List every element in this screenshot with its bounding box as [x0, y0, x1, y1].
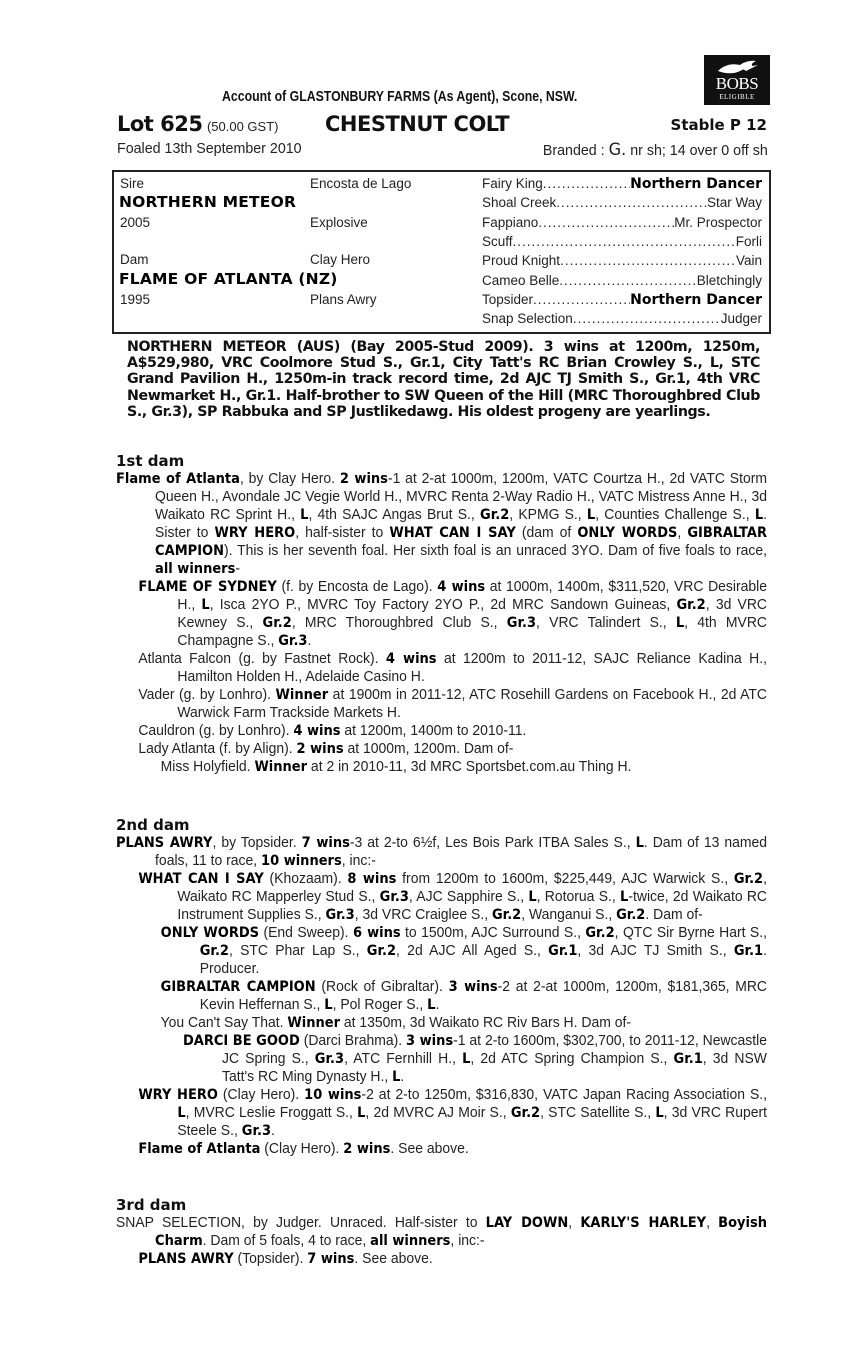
text-run: at 1000m, 1400m, $311,520, VRC Desirable H., [177, 578, 767, 613]
text-run: Vader (g. by Lonhro). [138, 686, 276, 703]
text-run: (Khozaam). [263, 870, 348, 887]
text-run: , 4th MVRC Champagne S., [177, 614, 767, 649]
text-run: . Dam of- [645, 906, 703, 923]
text-run: -1 at 2-at 1000m, 1200m, VATC Courtza H., 2d VATC Storm Queen H., Avondale JC Vegie World H., MVRC Renta 2-Way Radio H., VATC Mistress Anne H., 3d Waikato RC Sprint H., [155, 470, 767, 523]
sire-year: 2005 [120, 215, 151, 230]
text-run: , MRC Thoroughbred Club S., [291, 614, 507, 631]
text-run: Atlanta Falcon (g. by Fastnet Rock). [138, 650, 386, 667]
text-run: , 3d NSW Tatt's RC Ming Dynasty H., [222, 1050, 767, 1085]
ancestor-row [482, 273, 762, 288]
second-dam-section [116, 816, 768, 1158]
ancestor-row [482, 195, 762, 210]
second-dam-body [116, 834, 767, 1158]
bold-run: FLAME OF SYDNEY [138, 579, 277, 595]
text-run: , AJC Sapphire S., [408, 888, 529, 905]
text-run: at 1200m to 2011-12, SAJC Reliance Kadina H., Hamilton Holden H., Adelaide Casino H. [177, 650, 767, 685]
vendor-account: Account of GLASTONBURY FARMS (As Agent), Scone, NSW. [222, 88, 578, 105]
leader-dots [538, 215, 674, 230]
bold-run: 7 wins [307, 1251, 355, 1267]
lot-gst: (50.00 GST) [206, 119, 279, 134]
ancestor-row [482, 215, 762, 230]
text-run: to 1500m, AJC Surround S., [400, 924, 586, 941]
text-run: -twice, 2d Waikato RC Instrument Supplies S., [177, 888, 767, 923]
family-entry [116, 1140, 767, 1158]
text-run: (Topsider). [233, 1250, 308, 1267]
bold-run: 3 wins [406, 1033, 454, 1049]
text-run: (dam of [515, 524, 578, 541]
bold-run: Gr.2 [616, 907, 646, 923]
text-run: SNAP SELECTION, by Judger. Unraced. Half-sister to [116, 1214, 486, 1231]
family-entry [116, 470, 767, 578]
text-run: , half-sister to [295, 524, 390, 541]
leader-dots [560, 253, 736, 268]
bold-run: GIBRALTAR CAMPION [160, 979, 316, 995]
bold-run: 7 wins [301, 835, 350, 851]
bold-run: 3 wins [448, 979, 498, 995]
text-run: . Sister to [155, 506, 767, 541]
bold-run: Gr.2 [262, 615, 292, 631]
text-run: , 3d VRC Craiglee S., [354, 906, 492, 923]
bold-run: 2 wins [296, 741, 344, 757]
ancestor-grandsire: Northern Dancer [630, 176, 762, 192]
ancestor-sire: Fairy King [482, 176, 543, 191]
text-run: - [235, 560, 240, 577]
bold-run: Gr.2 [366, 943, 397, 959]
bold-run: Winner [275, 687, 329, 703]
leader-dots [543, 176, 630, 192]
bold-run: ONLY WORDS [577, 525, 678, 541]
family-entry [116, 870, 767, 924]
leader-dots [556, 195, 707, 210]
bold-run: Gr.3 [278, 633, 308, 649]
leader-dots [533, 292, 630, 308]
ancestor-grandsire: Vain [735, 253, 762, 269]
text-run: (End Sweep). [259, 924, 353, 941]
text-run: , 4th SAJC Angas Brut S., [308, 506, 481, 523]
text-run: , [568, 1214, 581, 1231]
family-entry [116, 1086, 767, 1140]
text-run: , Isca 2YO P., MVRC Toy Factory 2YO P., 2d MRC Sandown Guineas, [209, 596, 677, 613]
bold-run: 4 wins [437, 579, 486, 595]
text-run: -1 at 2-to 1600m, $302,700, to 2011-12, Newcastle JC Spring S., [222, 1032, 768, 1067]
text-run: . See above. [390, 1140, 469, 1157]
text-run: , MVRC Leslie Froggatt S., [185, 1104, 358, 1121]
text-run: , 2d AJC All Aged S., [396, 942, 549, 959]
family-entry [116, 924, 767, 978]
bold-run: L [177, 1105, 186, 1121]
ancestor-sire: Fappiano [482, 214, 539, 230]
family-entry [116, 1250, 767, 1268]
leader-dots [559, 273, 696, 288]
bold-run: 8 wins [347, 871, 397, 887]
ancestor-row [482, 176, 762, 192]
bold-run: L [586, 507, 596, 523]
bold-run: Flame of Atlanta [138, 1141, 261, 1157]
logo-bobs-text: BOBS [715, 74, 759, 93]
text-run: at 1900m in 2011-12, ATC Rosehill Gardens on Facebook H., 2d ATC Warwick Farm Trackside Markets H. [177, 686, 767, 721]
text-run: (f. by Encosta de Lago). [276, 578, 438, 595]
ancestor-sire: Topsider [482, 291, 534, 307]
third-dam-heading: 3rd dam [116, 1196, 187, 1214]
bold-run: Flame of Atlanta [116, 471, 240, 487]
text-run: , VRC Talindert S., [536, 614, 676, 631]
sire-notes: NORTHERN METEOR (AUS) (Bay 2005-Stud 2009). 3 wins at 1200m, 1250m, A$529,980, VRC Coolmore Stud S., Gr.1, City Tatt's RC Brian Crowley S., L, STC Grand Pavilion H., 1250m-in track record time, 2d AJC TJ Smith S., Gr.1, 4th VRC Newmarket H., Gr.1. Half-brother to SW Queen of the Hill (MRC Thoroughbred Club S., Gr.3), SP Rabbuka and SP Justlikedawg. His oldest progeny are yearlings. [127, 339, 760, 420]
family-entry [116, 740, 767, 758]
family-entry [116, 1014, 767, 1032]
text-run: , [677, 524, 688, 541]
text-run: (Clay Hero). [260, 1140, 344, 1157]
bold-run: L [300, 507, 309, 523]
bold-run: 2 wins [343, 1141, 391, 1157]
ancestor-grandsire: Mr. Prospector [674, 214, 762, 230]
bold-run: Gr.3 [379, 889, 409, 905]
family-entry [116, 578, 767, 650]
sire-name: NORTHERN METEOR [119, 193, 297, 211]
family-entry [116, 978, 767, 1014]
stable-location: Stable P 12 [670, 116, 767, 134]
bold-run: GIBRALTAR CAMPION [155, 525, 768, 559]
ancestor-sire: Proud Knight [482, 253, 561, 269]
bold-run: L [620, 889, 629, 905]
bold-run: Gr.2 [199, 943, 229, 959]
text-run: . [271, 1122, 275, 1139]
bold-run: Gr.1 [548, 943, 578, 959]
text-run: Miss Holyfield. [160, 758, 255, 775]
bold-run: Gr.3 [314, 1051, 345, 1067]
brand-info [543, 140, 768, 160]
bold-run: WHAT CAN I SAY [138, 871, 264, 887]
bold-run: LAY DOWN [485, 1215, 569, 1231]
text-run: , Wanganui S., [521, 906, 617, 923]
text-run: . [400, 1068, 405, 1085]
text-run: , KPMG S., [509, 506, 587, 523]
brand-details: nr sh; 14 over 0 off sh [626, 142, 768, 159]
leader-dots [513, 234, 736, 249]
text-run: , 3d VRC Kewney S., [177, 596, 768, 631]
family-entry [116, 1214, 767, 1250]
ancestor-sire: Scuff [482, 233, 513, 249]
bold-run: L [675, 615, 685, 631]
text-run: . [435, 996, 440, 1013]
dam-name: FLAME OF ATLANTA (NZ) [119, 270, 338, 288]
bold-run: Gr.3 [506, 615, 537, 631]
bold-run: all winners [155, 561, 236, 577]
text-run: , by Clay Hero. [239, 470, 340, 487]
family-entry [116, 1032, 767, 1086]
ancestor-sire: Snap Selection [482, 311, 573, 327]
text-run: , [706, 1214, 719, 1231]
text-run: at 1350m, 3d Waikato RC Riv Bars H. Dam of- [340, 1014, 632, 1031]
bold-run: 6 wins [352, 925, 401, 941]
family-entry [116, 686, 767, 722]
bold-run: 4 wins [385, 651, 437, 667]
text-run: . Dam of 13 named foals, 11 to race, [155, 834, 767, 869]
ancestor-row [482, 253, 762, 268]
lot-number: Lot 625 [117, 112, 203, 136]
bold-run: Gr.2 [510, 1105, 541, 1121]
text-run: , 3d VRC Rupert Steele S., [177, 1104, 767, 1139]
bold-run: 2 wins [339, 471, 388, 487]
logo-eligible-text: ELIGIBLE [719, 93, 755, 101]
family-entry [116, 650, 767, 686]
third-dam-section [116, 1196, 768, 1268]
bold-run: Gr.2 [733, 871, 764, 887]
text-run: , STC Phar Lap S., [228, 942, 367, 959]
bold-run: Gr.1 [673, 1051, 703, 1067]
bold-run: 10 wins [304, 1087, 362, 1103]
ancestor-grandsire: Star Way [706, 195, 762, 211]
bold-run: 4 wins [293, 723, 341, 739]
text-run: . [307, 632, 312, 649]
bold-run: L [635, 835, 644, 851]
sire-dam: Explosive [310, 215, 368, 230]
bold-run: Gr.2 [585, 925, 615, 941]
text-run: , Pol Roger S., [332, 996, 428, 1013]
text-run: at 1000m, 1200m. Dam of- [343, 740, 514, 757]
text-run: , QTC Sir Byrne Hart S., [614, 924, 767, 941]
brand-label: Branded : [543, 142, 609, 159]
text-run: (Rock of Gibraltar). [315, 978, 449, 995]
bold-run: L [392, 1069, 401, 1085]
bold-run: KARLY'S HARLEY [580, 1215, 707, 1231]
sire-sire: Encosta de Lago [310, 176, 412, 191]
bold-run: L [324, 997, 333, 1013]
text-run: (Clay Hero). [217, 1086, 305, 1103]
ancestor-row [482, 234, 762, 249]
text-run: (Darci Brahma). [299, 1032, 407, 1049]
bold-run: Gr.2 [676, 597, 706, 613]
ancestor-row [482, 292, 762, 308]
bold-run: WRY HERO [138, 1087, 218, 1103]
text-run: , inc:- [341, 852, 376, 869]
ancestor-row [482, 311, 762, 326]
text-run: , 2d ATC Spring Champion S., [470, 1050, 674, 1067]
family-entry [116, 834, 767, 870]
bold-run: PLANS AWRY [138, 1251, 234, 1267]
text-run: -2 at 2-at 1000m, 1200m, $181,365, MRC Kevin Heffernan S., [199, 978, 768, 1013]
first-dam-heading: 1st dam [116, 452, 185, 470]
bold-run: DARCI BE GOOD [182, 1033, 300, 1049]
first-dam-section [116, 452, 768, 776]
text-run: , Counties Challenge S., [595, 506, 755, 523]
text-run: . Producer. [199, 942, 767, 977]
text-run: Cauldron (g. by Lonhro). [138, 722, 294, 739]
text-run: at 1200m, 1400m to 2010-11. [340, 722, 527, 739]
dam-dam: Plans Awry [310, 292, 377, 307]
second-dam-heading: 2nd dam [116, 816, 190, 834]
bold-run: Gr.3 [241, 1123, 272, 1139]
text-run: , inc:- [450, 1232, 485, 1249]
bold-run: Boyish Charm [155, 1215, 767, 1249]
bold-run: Gr.2 [480, 507, 510, 523]
bold-run: L [655, 1105, 664, 1121]
bold-run: Gr.1 [733, 943, 764, 959]
text-run: , ATC Fernhill H., [344, 1050, 463, 1067]
text-run: , by Topsider. [212, 834, 302, 851]
text-run: from 1200m to 1600m, $225,449, AJC Warwick S., [396, 870, 734, 887]
bold-run: Gr.2 [491, 907, 522, 923]
bold-run: Winner [287, 1015, 341, 1031]
dam-label: Dam [120, 252, 149, 267]
ancestor-grandsire: Northern Dancer [630, 291, 762, 308]
bold-run: PLANS AWRY [116, 835, 213, 851]
text-run: You Can't Say That. [160, 1014, 288, 1031]
text-run: , Rotorua S., [536, 888, 621, 905]
ancestor-grandsire: Forli [735, 233, 762, 249]
bold-run: L [462, 1051, 471, 1067]
bold-run: ONLY WORDS [160, 925, 260, 941]
text-run: Lady Atlanta (f. by Align). [138, 740, 297, 757]
bold-run: Winner [254, 759, 308, 775]
family-entry [116, 722, 767, 740]
third-dam-body [116, 1214, 767, 1268]
leader-dots [573, 311, 721, 326]
text-run: , 3d AJC TJ Smith S., [577, 942, 734, 959]
family-entry [116, 758, 767, 776]
bold-run: L [427, 997, 436, 1013]
brand-mark-icon: G. [608, 140, 627, 160]
bold-run: L [528, 889, 537, 905]
first-dam-body [116, 470, 767, 776]
lot-header [117, 112, 769, 138]
dam-year: 1995 [120, 292, 151, 307]
bold-run: L [201, 597, 210, 613]
text-run: , 2d MVRC AJ Moir S., [365, 1104, 511, 1121]
bold-run: L [357, 1105, 366, 1121]
ancestor-sire: Cameo Belle [482, 272, 560, 288]
text-run: ). This is her seventh foal. Her sixth foal is an unraced 3YO. Dam of five foals to race, [224, 542, 768, 559]
sire-label: Sire [120, 176, 145, 191]
bobs-eligible-logo [704, 55, 770, 105]
text-run: , Waikato RC Mapperley Stud S., [177, 870, 767, 905]
horse-description: CHESTNUT COLT [325, 112, 510, 136]
bold-run: L [754, 507, 764, 523]
bold-run: WRY HERO [214, 525, 296, 541]
bold-run: WHAT CAN I SAY [389, 525, 516, 541]
text-run: -3 at 2-to 6½f, Les Bois Park ITBA Sales S., [349, 834, 636, 851]
bold-run: 10 winners [261, 853, 342, 869]
text-run: -2 at 2-to 1250m, $316,830, VATC Japan Racing Association S., [361, 1086, 768, 1103]
text-run: , STC Satellite S., [540, 1104, 656, 1121]
foaled-date: Foaled 13th September 2010 [117, 140, 302, 157]
ancestor-grandsire: Judger [720, 311, 762, 327]
text-run: at 2 in 2010-11, 3d MRC Sportsbet.com.au Thing H. [307, 758, 632, 775]
text-run: . Dam of 5 foals, 4 to race, [202, 1232, 371, 1249]
text-run: . See above. [354, 1250, 433, 1267]
pedigree-table [112, 170, 771, 334]
ancestor-sire: Shoal Creek [482, 195, 557, 211]
bold-run: Gr.3 [325, 907, 355, 923]
bold-run: all winners [370, 1233, 451, 1249]
ancestor-grandsire: Bletchingly [696, 272, 762, 288]
dam-sire: Clay Hero [310, 252, 371, 267]
